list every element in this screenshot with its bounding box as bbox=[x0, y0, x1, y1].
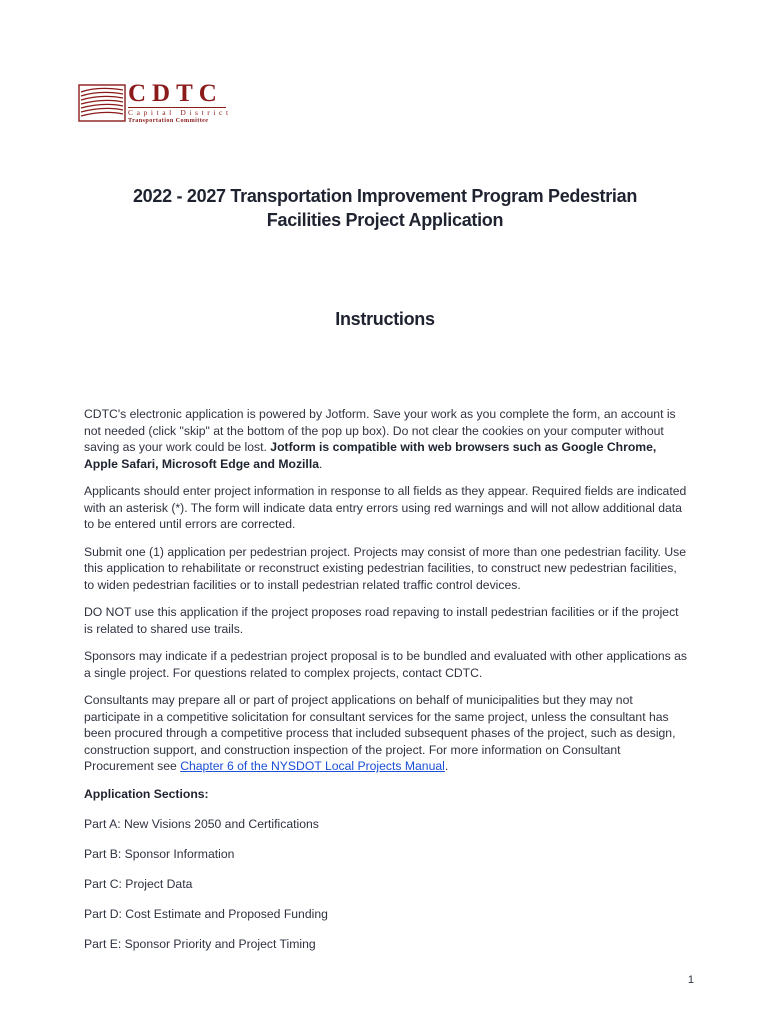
part-item: Part B: Sponsor Information bbox=[84, 847, 235, 861]
part-item: Part E: Sponsor Priority and Project Timing bbox=[84, 937, 316, 951]
paragraph-consultants-text: Consultants may prepare all or part of project applications on behalf of municipalities but they may not participate in a competitive solicitation for consultant services for the same project, unless the consultant has been procured through a competitive process that included subsequent phases of the project, such as design, construction support, and construction inspection of the project. For more information on Consultant Procurement see bbox=[84, 693, 676, 773]
logo-line-1: Capital District bbox=[128, 108, 232, 117]
local-projects-manual-link[interactable]: Chapter 6 of the NYSDOT Local Projects Manual bbox=[180, 759, 445, 773]
paragraph-consultants bbox=[84, 692, 690, 775]
paragraph-do-not-use: DO NOT use this application if the project proposes road repaving to install pedestrian facilities or if the project is related to shared use trails. bbox=[84, 605, 679, 636]
cdtc-swoosh-icon bbox=[78, 84, 126, 122]
paragraph-consultants-end: . bbox=[444, 759, 449, 773]
browser-compatibility-note: Jotform is compatible with web browsers such as Google Chrome, Apple Safari, Microsoft Edge and Mozilla bbox=[84, 440, 657, 471]
paragraph-submit-one: Submit one (1) application per pedestrian project. Projects may consist of more than one pedestrian facility. Use this application to rehabilitate or reconstruct existing pedestrian facilities, to construct new pedestrian facilities, to widen pedestrian facilities or to install pedestrian related traffic control devices. bbox=[84, 544, 687, 592]
paragraph-jotform-text: CDTC's electronic application is powered by Jotform. Save your work as you complete the form, an account is not needed (click "skip" at the bottom of the pop up box). Do not clear the cookies on your computer without saving as your work could be lost. bbox=[84, 407, 676, 454]
part-item: Part A: New Visions 2050 and Certifications bbox=[84, 817, 319, 831]
paragraph-jotform bbox=[84, 406, 690, 472]
title-line-2: Facilities Project Application bbox=[266, 210, 504, 230]
title-line-1: 2022 - 2027 Transportation Improvement Program Pedestrian bbox=[132, 186, 638, 206]
paragraph-bundled: Sponsors may indicate if a pedestrian project proposal is to be bundled and evaluated with other applications as a single project. For questions related to complex projects, contact CDTC. bbox=[84, 649, 687, 680]
logo-wordmark: CDTC bbox=[128, 80, 223, 107]
instructions-body bbox=[84, 406, 690, 966]
paragraph-required-fields: Applicants should enter project information in response to all fields as they appear. Required fields are indicated with an asterisk (*). The form will indicate data entry errors using red warnings and will not allow additional data to be entered until errors are corrected. bbox=[84, 484, 687, 531]
application-sections-heading: Application Sections: bbox=[84, 786, 209, 801]
page-number: 1 bbox=[687, 974, 694, 986]
document-title bbox=[85, 184, 685, 232]
paragraph-jotform-end: . bbox=[318, 456, 323, 471]
part-item: Part D: Cost Estimate and Proposed Funding bbox=[84, 907, 328, 921]
part-item: Part C: Project Data bbox=[84, 877, 193, 891]
instructions-heading: Instructions bbox=[335, 309, 435, 329]
logo-line-2: Transportation Committee bbox=[128, 117, 209, 124]
cdtc-logo bbox=[78, 80, 232, 126]
